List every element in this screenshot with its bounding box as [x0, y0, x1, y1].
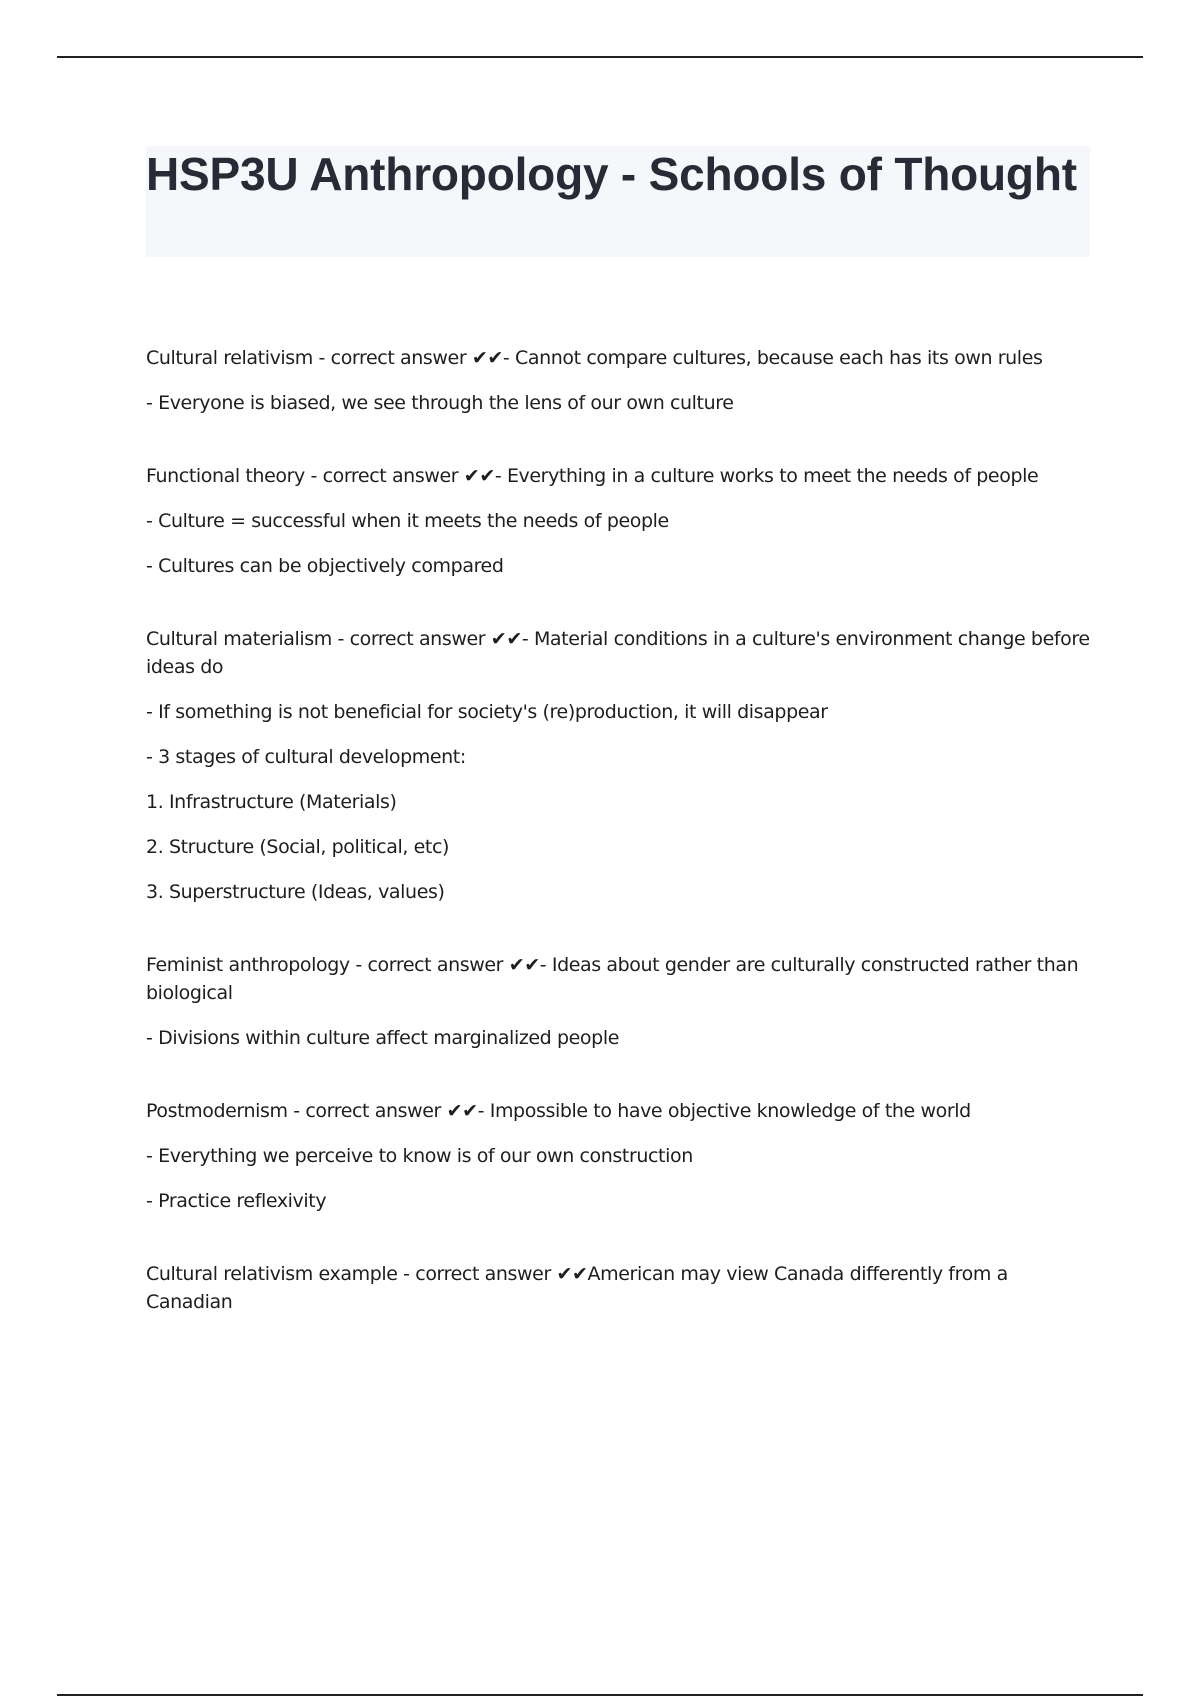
flashcard-question-line: Functional theory - correct answer ✔✔- Everything in a culture works to meet the needs of people [146, 465, 1039, 487]
document-title: HSP3U Anthropology - Schools of Thought [146, 148, 1077, 200]
flashcard-question-line: Postmodernism - correct answer ✔✔- Impossible to have objective knowledge of the world [146, 1100, 971, 1122]
flashcard-question-line: Cultural relativism example - correct answer ✔✔American may view Canada differently from a Canadian [146, 1263, 1008, 1313]
flashcard-feminist-anthropology [146, 951, 1090, 1052]
flashcard-answer-line: - Everyone is biased, we see through the lens of our own culture [146, 392, 734, 414]
flashcard-answer-line: - Cultures can be objectively compared [146, 555, 504, 577]
flashcard-functional-theory [146, 462, 1090, 580]
flashcard-cultural-relativism [146, 344, 1090, 417]
flashcard-answer-line: - Everything we perceive to know is of our own construction [146, 1145, 693, 1167]
flashcard-question-line: Cultural relativism - correct answer ✔✔- Cannot compare cultures, because each has its own rules [146, 347, 1043, 369]
flashcard-answer-line: 1. Infrastructure (Materials) [146, 791, 397, 813]
flashcard-cultural-relativism-example [146, 1260, 1090, 1316]
flashcard-answer-line: - Divisions within culture affect marginalized people [146, 1027, 619, 1049]
flashcard-question-line: Cultural materialism - correct answer ✔✔- Material conditions in a culture's environment change before ideas do [146, 628, 1090, 678]
flashcard-answer-line: 2. Structure (Social, political, etc) [146, 836, 450, 858]
bottom-rule [57, 1694, 1143, 1696]
flashcard-answer-line: - If something is not beneficial for society's (re)production, it will disappear [146, 701, 828, 723]
flashcard-answer-line: - Practice reflexivity [146, 1190, 327, 1212]
title-block [146, 146, 1090, 257]
flashcard-list [146, 344, 1090, 1361]
flashcard-question-line: Feminist anthropology - correct answer ✔✔- Ideas about gender are culturally constructed rather than biological [146, 954, 1079, 1004]
top-rule [57, 56, 1143, 58]
flashcard-postmodernism [146, 1097, 1090, 1215]
flashcard-answer-line: 3. Superstructure (Ideas, values) [146, 881, 445, 903]
flashcard-cultural-materialism [146, 625, 1090, 906]
flashcard-answer-line: - 3 stages of cultural development: [146, 746, 466, 768]
flashcard-answer-line: - Culture = successful when it meets the needs of people [146, 510, 669, 532]
